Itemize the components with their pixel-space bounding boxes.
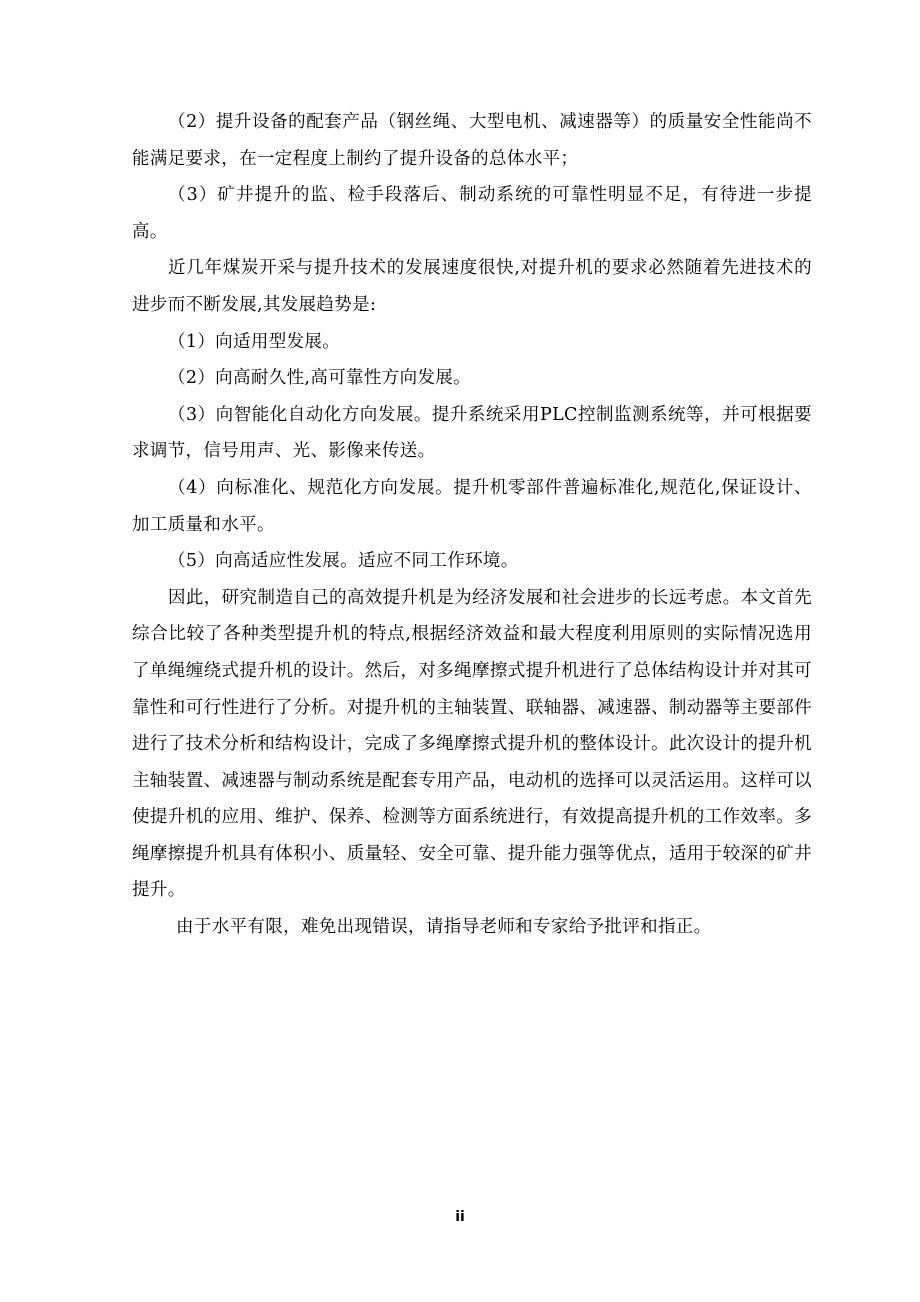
- paragraph-trend-4: （4）向标准化、规范化方向发展。提升机零部件普遍标准化,规范化,保证设计、加工质量和水平。: [132, 477, 812, 535]
- paragraph-trend-1: （1）向适用型发展。: [168, 331, 341, 352]
- paragraph-supporting-products: （2）提升设备的配套产品（钢丝绳、大型电机、减速器等）的质量安全性能尚不能满足要求，在一定程度上制约了提升设备的总体水平；: [132, 112, 812, 169]
- page-number: ii: [455, 1209, 465, 1225]
- paragraph-design-summary: 因此，研究制造自己的高效提升机是为经济发展和社会进步的长远考虑。本文首先综合比较了各种类型提升机的特点,根据经济效益和最大程度利用原则的实际情况选用了单绳缠绕式提升机的设计。然后，对多绳摩擦式提升机进行了总体结构设计并对其可靠性和可行性进行了分析。对提升机的主轴装置、联轴器、减速器、制动器等主要部件进行了技术分析和结构设计，完成了多绳摩擦式提升机的整体设计。此次设计的提升机主轴装置、减速器与制动系统是配套专用产品，电动机的选择可以灵活运用。这样可以使提升机的应用、维护、保养、检测等方面系统进行，有效提高提升机的工作效率。多绳摩擦提升机具有体积小、质量轻、安全可靠、提升能力强等优点，适用于较深的矿井提升。: [132, 587, 812, 901]
- paragraph-monitoring-braking: （3）矿井提升的监、检手段落后、制动系统的可靠性明显不足，有待进一步提高。: [132, 185, 812, 242]
- paragraph-trend-2: （2）向高耐久性,高可靠性方向发展。: [168, 368, 471, 389]
- paragraph-development-trends-intro: 近几年煤炭开采与提升技术的发展速度很快,对提升机的要求必然随着先进技术的进步而不断发展,其发展趋势是:: [132, 258, 812, 315]
- body-text: [132, 104, 812, 946]
- paragraph-trend-5: （5）向高适应性发展。适应不同工作环境。: [168, 551, 519, 572]
- paragraph-closing-note: 由于水平有限，难免出现错误，请指导老师和专家给予批评和指正。: [176, 917, 712, 938]
- paragraph-trend-3: （3）向智能化自动化方向发展。提升系统采用PLC控制监测系统等，并可根据要求调节，信号用声、光、影像来传送。: [132, 404, 812, 462]
